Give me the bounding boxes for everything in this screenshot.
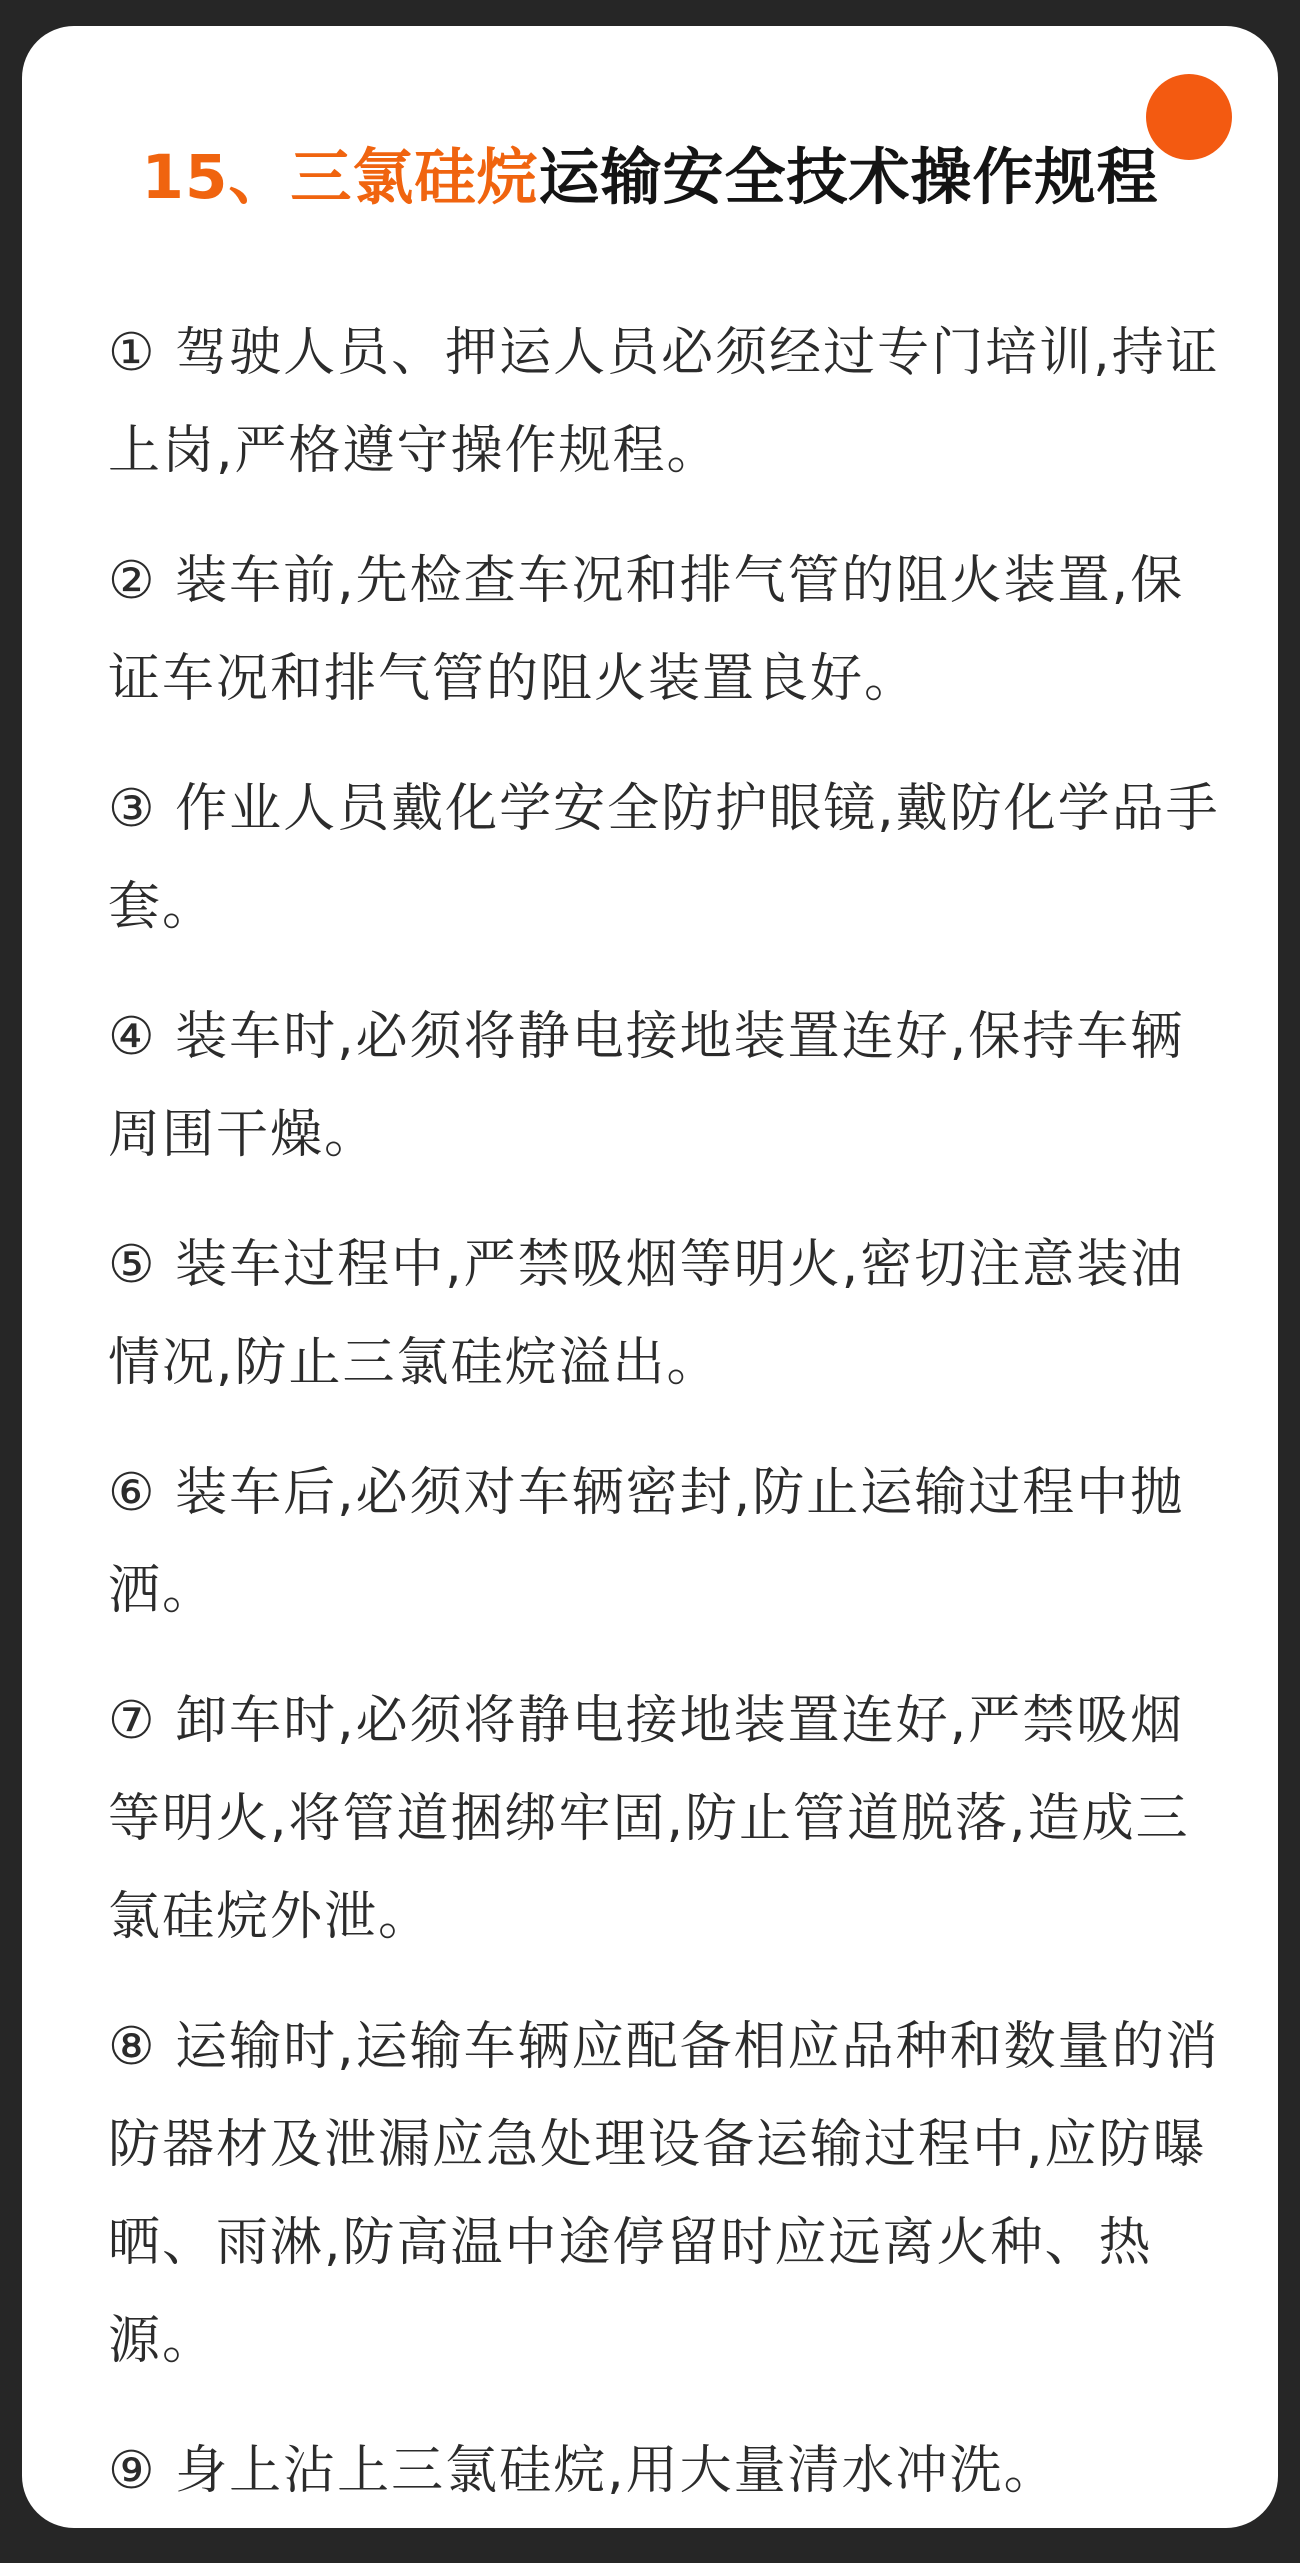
rule-item-9: ⑨ 身上沾上三氯硅烷,用大量清水冲洗。 (108, 2441, 1058, 2501)
rules-list (108, 304, 1226, 2528)
rule-item-6: ⑥ 装车后,必须对车辆密封,防止运输过程中抛洒。 (108, 1463, 1185, 1621)
content-card (22, 26, 1278, 2528)
rule-item-5: ⑤ 装车过程中,严禁吸烟等明火,密切注意装油情况,防止三氯硅烷溢出。 (108, 1235, 1185, 1393)
rule-item-7: ⑦ 卸车时,必须将静电接地装置连好,严禁吸烟等明火,将管道捆绑牢固,防止管道脱落,造成三氯硅烷外泄。 (108, 1691, 1190, 1947)
rule-item-8: ⑧ 运输时,运输车辆应配备相应品种和数量的消防器材及泄漏应急处理设备运输过程中,应防曝晒、雨淋,防高温中途停留时应远离火种、热源。 (108, 2017, 1220, 2371)
page-title (22, 138, 1278, 218)
title-rest: 运输安全技术操作规程 (538, 142, 1159, 213)
title-highlight: 15、三氯硅烷 (141, 142, 539, 213)
rule-item-3: ③ 作业人员戴化学安全防护眼镜,戴防化学品手套。 (108, 779, 1220, 937)
rule-item-2: ② 装车前,先检查车况和排气管的阻火装置,保证车况和排气管的阻火装置良好。 (108, 551, 1185, 709)
rule-item-1: ① 驾驶人员、押运人员必须经过专门培训,持证上岗,严格遵守操作规程。 (108, 323, 1220, 481)
rule-item-4: ④ 装车时,必须将静电接地装置连好,保持车辆周围干燥。 (108, 1007, 1185, 1165)
